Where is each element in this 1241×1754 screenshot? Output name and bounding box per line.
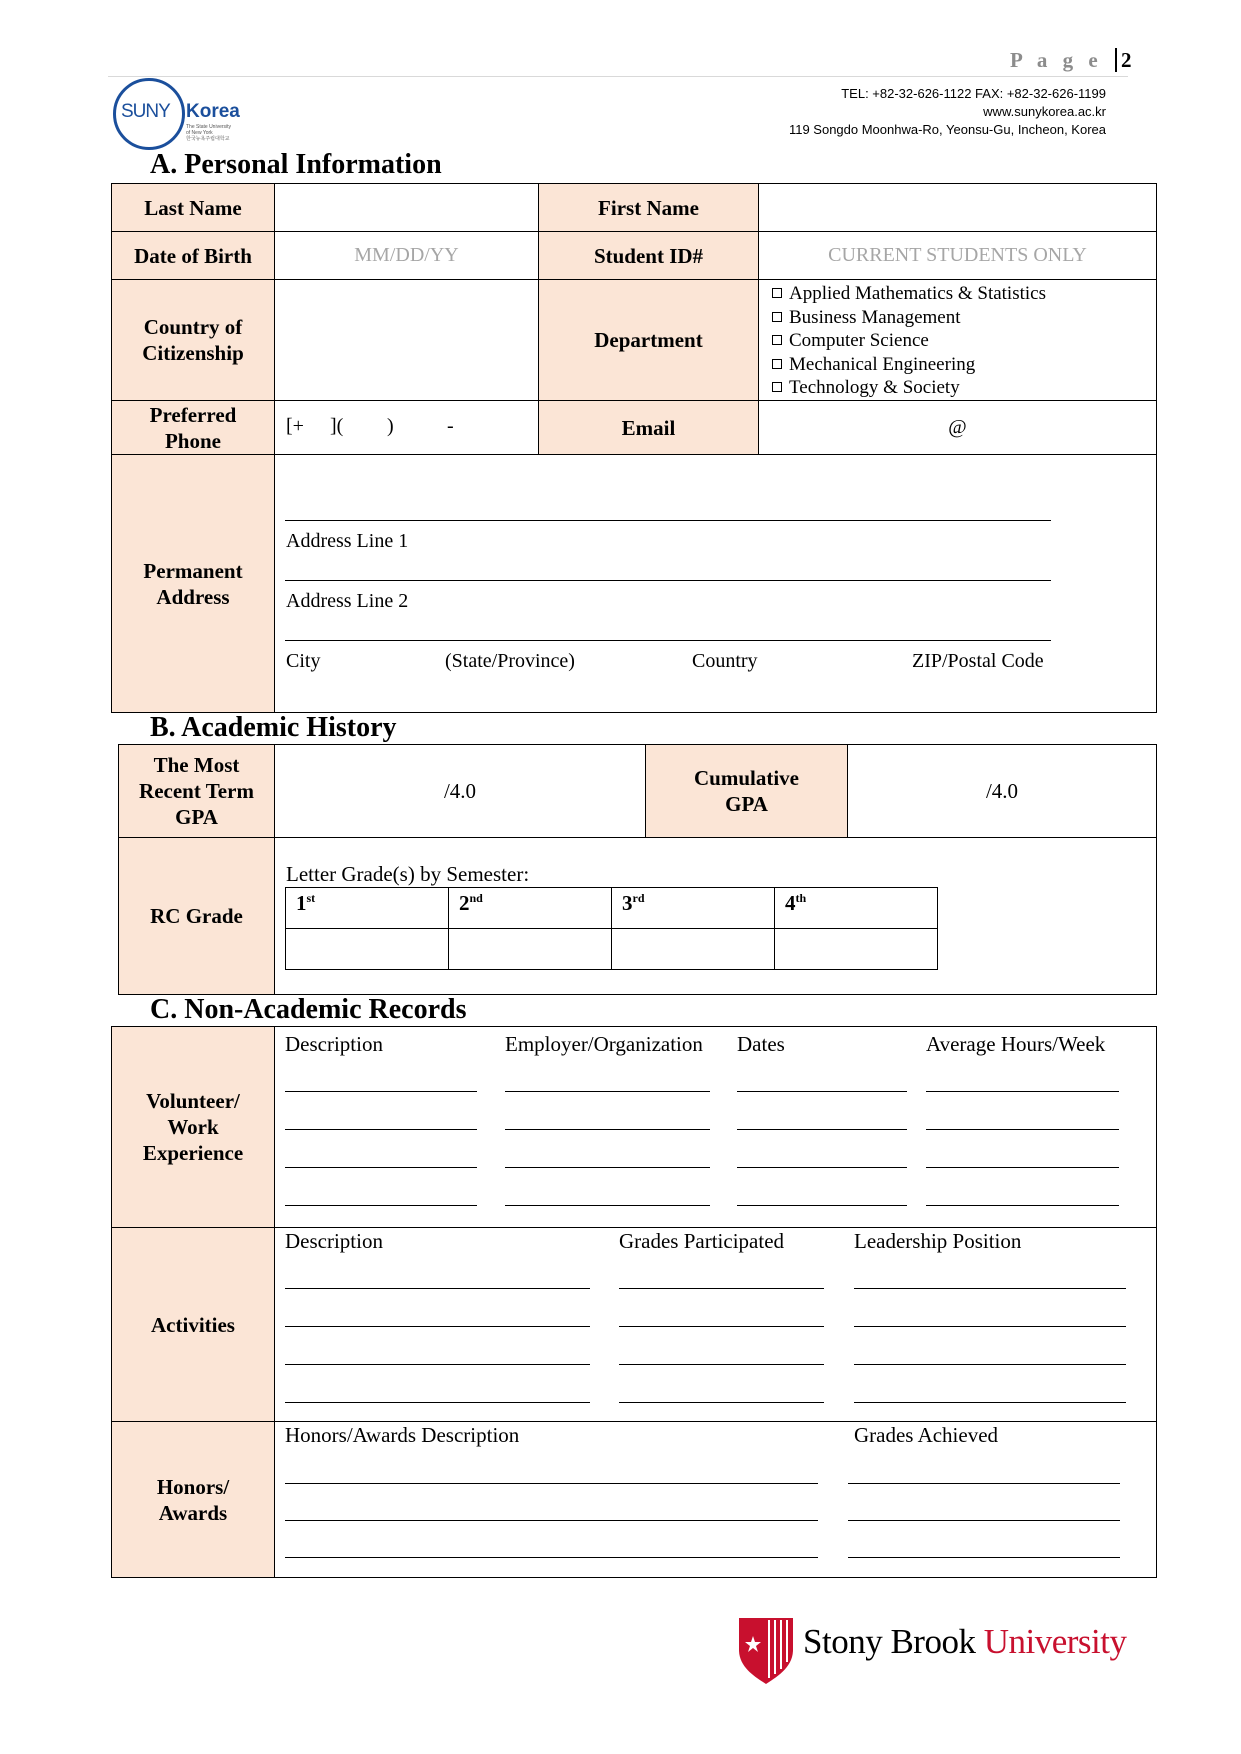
activities-area	[274, 1227, 1157, 1422]
dob-field[interactable]	[274, 231, 539, 280]
logo-korea-text: Korea	[186, 101, 240, 122]
checkbox-icon[interactable]	[772, 312, 782, 322]
rc-grade-label: RC Grade	[118, 837, 275, 995]
logo-sub-line: 한국뉴욕주립대학교	[186, 136, 230, 142]
header-rule	[108, 76, 1128, 77]
honor-entry-line[interactable]	[285, 1557, 818, 1558]
activity-entry-line[interactable]	[619, 1364, 824, 1365]
volunteer-col-description: Description	[285, 1032, 383, 1056]
section-b-title: B. Academic History	[150, 712, 397, 743]
honors-col-description: Honors/Awards Description	[285, 1423, 520, 1447]
activities-col-grades: Grades Participated	[619, 1229, 785, 1253]
suny-korea-logo	[113, 78, 253, 150]
department-option[interactable]: Technology & Society	[772, 376, 1046, 400]
activities-col-leadership: Leadership Position	[854, 1229, 1022, 1253]
honors-col-grades: Grades Achieved	[854, 1423, 999, 1447]
recent-gpa-label: The Most Recent Term GPA	[118, 744, 275, 838]
activities-col-description: Description	[285, 1229, 383, 1253]
volunteer-col-hours: Average Hours/Week	[926, 1032, 1106, 1056]
student-id-placeholder: CURRENT STUDENTS ONLY	[828, 244, 1087, 266]
address-line-2-rule[interactable]	[285, 580, 1051, 581]
zip-caption: ZIP/Postal Code	[912, 650, 1044, 672]
student-id-field[interactable]	[758, 231, 1157, 280]
volunteer-entry-line[interactable]	[505, 1091, 710, 1092]
stony-brook-logo	[735, 1612, 1135, 1692]
address-line-2-caption: Address Line 2	[286, 590, 409, 612]
honor-entry-line[interactable]	[285, 1520, 818, 1521]
first-name-field[interactable]	[758, 183, 1157, 232]
citizenship-field[interactable]	[274, 279, 539, 401]
last-name-field[interactable]	[274, 183, 539, 232]
checkbox-icon[interactable]	[772, 359, 782, 369]
checkbox-icon[interactable]	[772, 382, 782, 392]
honor-entry-line[interactable]	[848, 1520, 1120, 1521]
volunteer-col-employer: Employer/Organization	[505, 1032, 703, 1056]
cumulative-gpa-field[interactable]: /4.0	[847, 744, 1157, 838]
last-name-label: Last Name	[111, 183, 275, 232]
stony-brook-shield-icon	[735, 1614, 797, 1686]
checkbox-icon[interactable]	[772, 288, 782, 298]
address-line-1-caption: Address Line 1	[286, 530, 409, 552]
department-option[interactable]: Business Management	[772, 306, 1046, 330]
honor-entry-line[interactable]	[848, 1557, 1120, 1558]
address-city-rule[interactable]	[285, 640, 1051, 641]
honor-entry-line[interactable]	[285, 1483, 818, 1484]
semester-1-header: 1st	[285, 887, 449, 929]
activity-entry-line[interactable]	[619, 1402, 824, 1403]
dob-label: Date of Birth	[111, 231, 275, 280]
country-caption: Country	[692, 650, 758, 672]
activities-label: Activities	[111, 1227, 275, 1422]
volunteer-entry-line[interactable]	[505, 1167, 710, 1168]
cumulative-gpa-label: Cumulative GPA	[645, 744, 848, 838]
activity-entry-line[interactable]	[619, 1288, 824, 1289]
email-field[interactable]: @	[758, 400, 1157, 455]
volunteer-entry-line[interactable]	[505, 1205, 710, 1206]
semester-4-grade-field[interactable]	[774, 928, 938, 970]
logo-sub-line: The State University	[186, 124, 232, 130]
volunteer-entry-line[interactable]	[737, 1167, 907, 1168]
volunteer-col-dates: Dates	[737, 1032, 785, 1056]
activity-entry-line[interactable]	[285, 1326, 590, 1327]
logo-sub-line: of New York	[186, 130, 213, 136]
dob-placeholder: MM/DD/YY	[354, 244, 459, 266]
student-id-label: Student ID#	[538, 231, 759, 280]
contact-tel-fax: TEL: +82-32-626-1122 FAX: +82-32-626-1199	[841, 86, 1106, 101]
address-line-1-rule[interactable]	[285, 520, 1051, 521]
activity-entry-line[interactable]	[854, 1326, 1126, 1327]
section-a-title: A. Personal Information	[150, 149, 442, 180]
semester-4-header: 4th	[774, 887, 938, 929]
semester-3-grade-field[interactable]	[611, 928, 775, 970]
activity-entry-line[interactable]	[854, 1364, 1126, 1365]
activity-entry-line[interactable]	[285, 1364, 590, 1365]
volunteer-entry-line[interactable]	[505, 1129, 710, 1130]
city-caption: City	[286, 650, 321, 672]
stony-brook-wordmark: Stony Brook University	[803, 1622, 1127, 1661]
volunteer-entry-line[interactable]	[737, 1091, 907, 1092]
volunteer-entry-line[interactable]	[926, 1129, 1119, 1130]
volunteer-entry-line[interactable]	[285, 1129, 477, 1130]
department-option[interactable]: Mechanical Engineering	[772, 353, 1046, 377]
honors-label: Honors/ Awards	[111, 1421, 275, 1578]
phone-field[interactable]: [+ ]( ) -	[274, 400, 539, 455]
phone-label: Preferred Phone	[111, 400, 275, 455]
letter-grades-caption: Letter Grade(s) by Semester:	[286, 862, 530, 886]
checkbox-icon[interactable]	[772, 335, 782, 345]
honor-entry-line[interactable]	[848, 1483, 1120, 1484]
department-label: Department	[538, 279, 759, 401]
activity-entry-line[interactable]	[619, 1326, 824, 1327]
semester-3-header: 3rd	[611, 887, 775, 929]
activity-entry-line[interactable]	[285, 1288, 590, 1289]
state-caption: (State/Province)	[445, 650, 575, 672]
address-field[interactable]	[274, 454, 1157, 713]
volunteer-entry-line[interactable]	[285, 1167, 477, 1168]
semester-1-grade-field[interactable]	[285, 928, 449, 970]
volunteer-entry-line[interactable]	[926, 1091, 1119, 1092]
department-option[interactable]: Applied Mathematics & Statistics	[772, 282, 1046, 306]
activity-entry-line[interactable]	[854, 1402, 1126, 1403]
recent-gpa-field[interactable]: /4.0	[274, 744, 646, 838]
volunteer-entry-line[interactable]	[926, 1205, 1119, 1206]
volunteer-entry-line[interactable]	[737, 1129, 907, 1130]
first-name-label: First Name	[538, 183, 759, 232]
page-number: P a g e 2	[1010, 48, 1132, 72]
volunteer-entry-line[interactable]	[926, 1167, 1119, 1168]
department-option[interactable]: Computer Science	[772, 329, 1046, 353]
section-c-title: C. Non-Academic Records	[150, 994, 467, 1025]
volunteer-entry-line[interactable]	[285, 1205, 477, 1206]
semester-2-header: 2nd	[448, 887, 612, 929]
citizenship-label: Country of Citizenship	[111, 279, 275, 401]
email-label: Email	[538, 400, 759, 455]
activity-entry-line[interactable]	[285, 1402, 590, 1403]
address-label: Permanent Address	[111, 454, 275, 713]
volunteer-label: Volunteer/ Work Experience	[111, 1026, 275, 1228]
volunteer-entry-line[interactable]	[285, 1091, 477, 1092]
activity-entry-line[interactable]	[854, 1288, 1126, 1289]
volunteer-entry-line[interactable]	[737, 1205, 907, 1206]
logo-suny-text: SUNY	[121, 101, 170, 122]
contact-website: www.sunykorea.ac.kr	[983, 104, 1106, 119]
semester-2-grade-field[interactable]	[448, 928, 612, 970]
contact-address: 119 Songdo Moonhwa-Ro, Yeonsu-Gu, Incheon, Korea	[788, 122, 1106, 137]
department-list	[772, 282, 1046, 400]
